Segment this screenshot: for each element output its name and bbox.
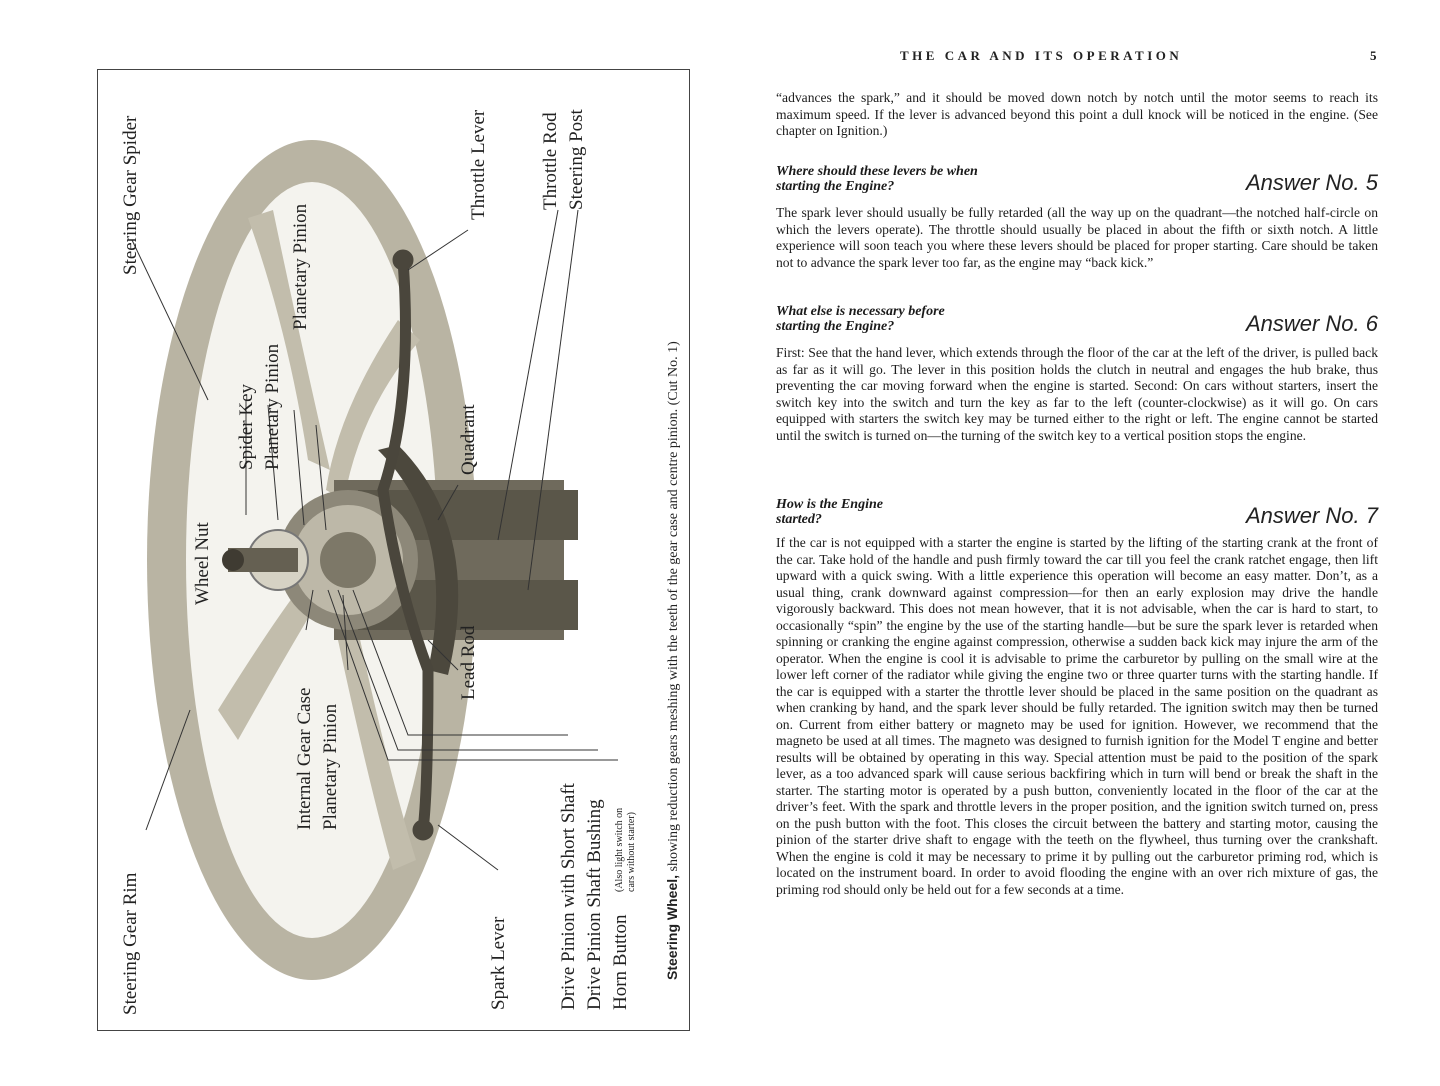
- label-throttle-lever: Throttle Lever: [468, 109, 489, 220]
- answer-5-heading: Answer No. 5: [1245, 170, 1378, 195]
- answer-7-heading: Answer No. 7: [1245, 503, 1378, 528]
- question-6-line1: What else is necessary before: [776, 304, 945, 319]
- label-steering-gear-rim: Steering Gear Rim: [120, 872, 141, 1015]
- label-spark-lever: Spark Lever: [488, 916, 509, 1010]
- label-internal-gear-case: Internal Gear Case: [294, 687, 315, 830]
- question-5-line1: Where should these levers be when: [776, 164, 978, 179]
- label-horn-note-2: cars without starter): [626, 812, 637, 892]
- question-5: [776, 164, 1106, 194]
- label-horn-note-1: (Also light switch on: [614, 807, 625, 892]
- label-throttle-rod: Throttle Rod: [540, 112, 561, 210]
- label-planetary-pinion-3: Planetary Pinion: [320, 703, 341, 830]
- question-7: [776, 497, 1106, 527]
- label-spider-key: Spider Key: [236, 383, 257, 470]
- page-number: 5: [1370, 48, 1377, 63]
- steering-wheel-figure: [97, 69, 690, 1031]
- label-horn-button: Horn Button: [610, 914, 631, 1010]
- label-drive-pinion: Drive Pinion with Short Shaft: [558, 783, 579, 1010]
- intro-paragraph: “advances the spark,” and it should be moved down notch by notch until the motor seems to reach its maximum speed. If the lever is advanced beyond this point a dull knock will be noticed in the engine. (See chapter on Ignition.): [776, 90, 1378, 138]
- figure-caption: [664, 341, 682, 980]
- answer-6-heading: Answer No. 6: [1245, 311, 1378, 336]
- question-7-line1: How is the Engine: [776, 497, 883, 512]
- label-quadrant: Quadrant: [458, 404, 479, 475]
- answer-7-text: If the car is not equipped with a starter the engine is started by the lifting of the starting crank at the front of the car. Take hold of the handle and push firmly toward the car till you feel the crank ratchet engage, then lift upward with a quick swing. With a little experience this operation will become an easy matter. Don’t, as a usual thing, crank downward against compression—for then an early explosion may drive the handle vigorously backward. This does not mean however, that it is not advisable, when the car is hard to start, to occasionally “spin” the engine by the use of the starting handle—but be sure the spark lever is retarded when spinning or cranking the engine against compression, otherwise a sudden back kick may injure the arm of the operator. When the engine is cool it is advisable to prime the carburetor by pulling on the small wire at the lower left corner of the radiator while giving the engine two or three quarter turns with the starting handle. If the car is equipped with a starter the throttle lever should be placed in the same position on the quadrant as when cranking by hand, and the spark lever should be fully retarded. The ignition switch may then be turned on. Current from either battery or magneto may be used for ignition. However, we recommend that the magneto be used at all times. The magneto was designed to furnish ignition for the Model T engine and better results will be obtained by operating in this way. Special attention must be paid to the position of the spark lever, as a too advanced spark will cause serious backfiring which in turn will bend or break the shaft in the starter. The starting motor is operated by a push button, conveniently located in the floor of the car at the driver’s feet. With the spark and throttle levers in the proper position, and the ignition switch turned on, press on the push button with the foot. This closes the circuit between the battery and starting motor, causing the pinion of the starter drive shaft to engage with the teeth on the flywheel, thus turning over the crankshaft. When the engine is cold it may be necessary to prime it by pulling out the carburetor priming rod, which is located on the instrument board. In order to avoid flooding the engine with an over rich mixture of gas, the priming rod should only be held out for a few seconds at a time.: [776, 535, 1378, 897]
- label-lead-rod: Lead Rod: [458, 625, 479, 700]
- running-head: THE CAR AND ITS OPERATION: [900, 48, 1183, 63]
- question-7-line2: started?: [776, 512, 822, 527]
- label-wheel-nut: Wheel Nut: [192, 522, 213, 605]
- question-6: [776, 304, 1106, 334]
- label-steering-gear-spider: Steering Gear Spider: [120, 115, 141, 275]
- question-5-line2: starting the Engine?: [776, 179, 895, 194]
- answer-5-text: The spark lever should usually be fully retarded (all the way up on the quadrant—the notched half-circle on which the levers operate). The throttle should usually be placed in about the fifth or sixth notch. A little experience will soon teach you where these levers should be placed for proper starting. Care should be taken not to advance the spark lever too far, as the engine may “back kick.”: [776, 205, 1378, 270]
- label-steering-post: Steering Post: [566, 109, 587, 210]
- answer-6-text: First: See that the hand lever, which extends through the floor of the car at the left of the driver, is pulled back as far as it will go. The lever in this position holds the clutch in neutral and engages the hub brake, thus preventing the car moving forward when the engine is started. Second: On cars without starters, insert the switch key into the switch and turn the key as far to the left (counter-clockwise) as it will go. On cars equipped with starters the switch key may be turned either to the right or left. The engine cannot be started until the switch is turned on—the turning of the switch key to a vertical position stops the engine.: [776, 345, 1378, 443]
- label-planetary-pinion-1: Planetary Pinion: [262, 343, 283, 470]
- caption-bold: Steering Wheel,: [664, 874, 680, 980]
- right-page: [720, 0, 1440, 1086]
- question-6-line2: starting the Engine?: [776, 319, 895, 334]
- label-drive-pinion-bushing: Drive Pinion Shaft Bushing: [584, 799, 605, 1010]
- caption-text: showing reduction gears meshing with the teeth of the gear case and centre pinion. (Cut No. 1): [666, 341, 681, 875]
- label-planetary-pinion-2: Planetary Pinion: [290, 203, 311, 330]
